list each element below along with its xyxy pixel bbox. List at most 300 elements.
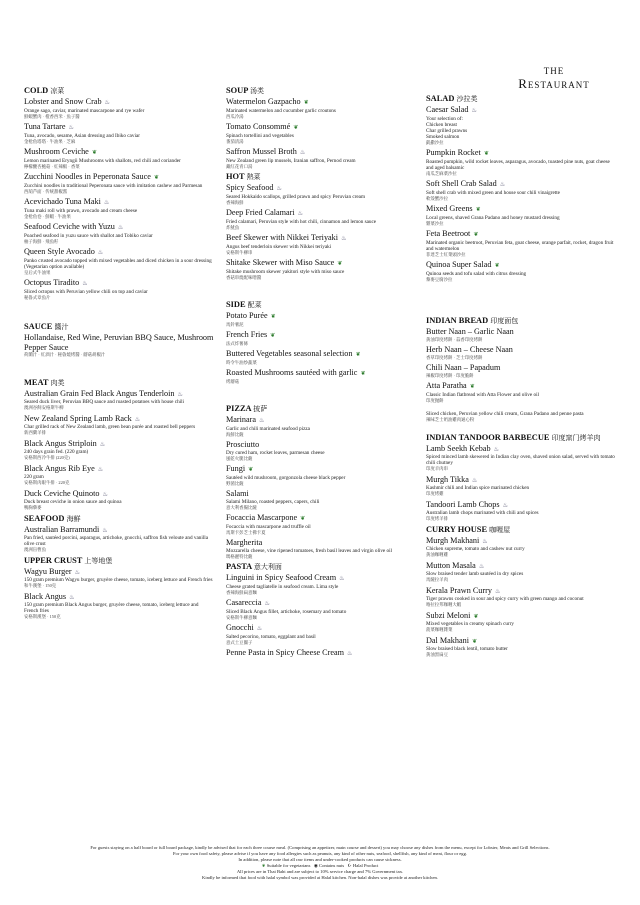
leaf-icon: ❦ xyxy=(153,174,159,181)
dish-name-zh: 辣味芝士奶油雞肉通心粉 xyxy=(426,417,475,422)
dish-name: New Zealand Spring Lamb Rack xyxy=(24,413,132,423)
menu-item xyxy=(226,208,416,230)
leaf-icon: ❦ xyxy=(293,124,299,131)
menu-item xyxy=(24,389,214,411)
dish-row xyxy=(24,222,214,233)
dish-row xyxy=(426,611,616,622)
dish-name: Linguini in Spicy Seafood Cream xyxy=(226,573,337,582)
dish-name: Roasted Mushrooms sautéed with garlic xyxy=(226,368,358,377)
dish-row xyxy=(426,179,616,190)
dish-description: Quinoa seeds and tofu salad with citrus dressing xyxy=(426,270,527,277)
chef-hat-icon: ♨ xyxy=(97,249,104,256)
dish-row xyxy=(24,414,214,425)
dish-name: Fungi xyxy=(226,464,246,473)
menu-item xyxy=(24,464,214,486)
dish-row xyxy=(24,147,214,158)
menu-item xyxy=(24,97,214,119)
dish-row xyxy=(426,260,616,271)
dish-row xyxy=(426,475,616,486)
dish-row xyxy=(426,229,616,240)
dish-name: Pumpkin Rocket xyxy=(426,148,481,157)
menu-item xyxy=(226,183,416,205)
leaf-icon: ❦ xyxy=(475,206,481,213)
dish-name-zh: 香辣海鮮扁意麵 xyxy=(226,589,257,595)
dish-row xyxy=(426,536,616,547)
dish-name: Buttered Vegetables seasonal selection xyxy=(226,349,353,358)
dish-name: Butter Naan – Garlic Naan xyxy=(426,327,514,336)
dish-row xyxy=(226,415,416,426)
menu-item xyxy=(24,592,214,620)
menu-item xyxy=(226,147,416,169)
dish-name: Chili Naan – Papadum xyxy=(426,363,501,372)
section-heading xyxy=(426,525,616,535)
dish-name-zh: 印度抛餅 xyxy=(426,397,444,403)
dish-name-zh: 野菌比薩 xyxy=(226,480,244,486)
chef-hat-icon: ♨ xyxy=(117,224,124,231)
dish-row xyxy=(24,464,214,475)
dish-row xyxy=(226,538,416,548)
dish-name: Wagyu Burger xyxy=(24,566,72,576)
dish-description: Sliced octopus with Peruvian yellow chili on top and caviar xyxy=(24,288,148,295)
chef-hat-icon: ♨ xyxy=(74,568,81,576)
menu-item xyxy=(24,247,214,275)
dish-name-zh: 香草印度烤餅 · 芝士印度烤餅 xyxy=(426,354,483,360)
dish-name: Margherita xyxy=(226,538,263,547)
dish-row xyxy=(426,327,616,337)
dish-name-zh: 秘魯式章魚片 xyxy=(24,294,51,300)
menu-item xyxy=(426,229,616,257)
dish-name-zh: 鮮蝦蟹肉 · 橙香西米 · 魚子醬 xyxy=(24,113,80,119)
dish-description: Spinach tortellini and vegetables xyxy=(226,132,294,139)
chef-hat-icon: ♨ xyxy=(264,600,270,607)
section-title: SIDE xyxy=(226,300,246,309)
dish-row xyxy=(426,561,616,572)
chef-hat-icon: ♨ xyxy=(82,280,88,287)
section-title-zh: 印度窯门烤羊肉 xyxy=(551,433,601,442)
dish-row xyxy=(226,598,416,609)
dish-description: Your selection of: xyxy=(426,115,463,122)
section-title-zh: 汤类 xyxy=(249,87,264,95)
section-title-zh: 沙拉类 xyxy=(456,95,478,103)
menu-section xyxy=(426,411,616,423)
dish-name-zh: 馬薩拉羊肉 xyxy=(426,577,448,582)
menu-item xyxy=(226,258,416,280)
dish-description: Roasted pumpkin, wild rocket leaves, asparagus, avocado, toasted pine nuts, goat cheese and aged balsamic xyxy=(426,158,610,171)
dish-name-zh: 法式炸薯條 xyxy=(226,340,248,346)
dish-row xyxy=(226,573,416,584)
dish-name-zh: 印度烤羊排 xyxy=(426,516,448,521)
section-title: INDIAN TANDOOR BARBECUE xyxy=(426,432,550,442)
menu-item xyxy=(426,444,616,472)
dish-name: Murgh Makhani xyxy=(426,535,480,545)
dish-row xyxy=(426,381,616,392)
dish-name: Deep Fried Calamari xyxy=(226,208,295,217)
dish-option: Smoked salmon xyxy=(426,133,460,140)
dish-row xyxy=(226,147,416,158)
dish-description: Focaccia with mascarpone and truffle oil xyxy=(226,523,311,530)
menu-item xyxy=(226,349,416,365)
dish-name: Murgh Tikka xyxy=(426,474,469,484)
dish-description: Tiger prawns cooked in sour and spicy curry with green mango and coconut xyxy=(426,596,584,602)
menu-item xyxy=(426,475,616,497)
menu-item xyxy=(226,311,416,327)
section-title-zh: 海鮮 xyxy=(66,514,81,523)
dish-description: Mixed vegetables in creamy spinach curry xyxy=(426,621,515,627)
dish-name-zh: 番茄清湯 xyxy=(226,138,244,144)
menu-section xyxy=(226,300,416,384)
leaf-icon: ❦ xyxy=(248,466,254,473)
section-title-zh: 上等地堡 xyxy=(84,556,113,565)
menu-item xyxy=(426,148,616,176)
leaf-icon: ❦ xyxy=(471,637,478,645)
chef-hat-icon: ♨ xyxy=(102,490,108,498)
menu-section xyxy=(226,562,416,659)
dish-name: Mushroom Ceviche xyxy=(24,147,89,156)
menu-item xyxy=(24,567,214,589)
leaf-icon: ❦ xyxy=(303,99,309,106)
dish-description: Salami Milano, roasted peppers, capers, chili xyxy=(226,498,320,505)
dish-name-zh: 黃油黑扁豆 xyxy=(426,652,448,657)
menu-item xyxy=(426,105,616,145)
menu-section xyxy=(426,433,616,522)
dish-description: Panko crusted avocado topped with mixed vegetables and diced chicken in a sour dressing xyxy=(24,257,212,264)
dish-row xyxy=(24,197,214,208)
menu-section xyxy=(426,525,616,658)
menu-item xyxy=(426,345,616,360)
dish-name: Saffron Mussel Broth xyxy=(226,147,297,156)
dish-row xyxy=(24,489,214,500)
chef-hat-icon: ♨ xyxy=(347,650,353,657)
menu-item xyxy=(226,97,416,119)
menu-item xyxy=(426,500,616,522)
dish-name-zh: 安格斯肉眼牛排 · 220克 xyxy=(24,480,70,485)
section-title-zh: 肉类 xyxy=(50,378,65,387)
menu-item xyxy=(226,573,416,595)
dish-name: Subzi Meloni xyxy=(426,610,471,620)
dish-name: Octopus Tiradito xyxy=(24,278,80,287)
menu-item xyxy=(226,623,416,645)
section-heading xyxy=(226,300,416,310)
dish-name-zh: 藜麥豆腐沙拉 xyxy=(426,276,453,282)
footer-allergy-note: For your own food safety, please advise if you have any food allergies such as peanuts, any kind of other nuts, seafood, shellfish, any kind of meat, flour or egg. xyxy=(172,851,468,856)
chef-hat-icon: ♨ xyxy=(276,185,282,192)
dish-row xyxy=(24,567,214,578)
dish-name: Acevichado Tuna Maki xyxy=(24,197,101,206)
dish-row xyxy=(24,389,214,400)
section-heading xyxy=(426,94,616,104)
menu-item xyxy=(226,464,416,486)
section-title-zh: 意大利面 xyxy=(253,563,282,571)
menu-column-middle xyxy=(226,86,416,662)
section-title: SAUCE xyxy=(24,322,53,331)
dish-description: Seared duck liver, Peruvian BBQ sauce and roasted potatoes with house chili xyxy=(24,399,184,405)
dish-name: Duck Ceviche Quinoto xyxy=(24,488,100,498)
section-heading xyxy=(226,404,416,414)
dish-name: Shitake Skewer with Miso Sauce xyxy=(226,258,335,267)
dish-row xyxy=(226,440,416,450)
section-heading xyxy=(426,433,616,443)
dish-description: Local greens, shaved Grana Padano and honey mustard dressing xyxy=(426,214,560,221)
logo-the: THE xyxy=(543,66,565,76)
dish-name-zh: 烤蘑菇 xyxy=(226,378,240,384)
footer-raw-note: In addition, please note that all raw items and under-cooked products can cause sickness. xyxy=(238,857,402,862)
dish-name: Queen Style Avocado xyxy=(24,247,95,256)
menu-footer xyxy=(30,845,610,881)
dish-name-zh: 黃油咖喱雞 xyxy=(426,552,448,557)
menu-item xyxy=(24,222,214,244)
dish-name: Caesar Salad xyxy=(426,105,469,114)
section-title: SEAFOOD xyxy=(24,513,65,523)
dish-description: Slow braised black lentil, tomato butter xyxy=(426,646,508,652)
dish-description: Duck breast ceviche in onion sauce and quinoa xyxy=(24,499,122,505)
legend-vegetarian: Suitable for vegetarians xyxy=(266,863,311,868)
dish-name: Penne Pasta in Spicy Cheese Cream xyxy=(226,648,345,657)
nuts-icon: ◉ xyxy=(313,863,318,868)
chef-hat-icon: ♨ xyxy=(471,107,477,114)
dish-row xyxy=(24,172,214,183)
menu-item xyxy=(24,414,214,436)
dish-description: Classic Indian flatbread with Atta Flower and olive oil xyxy=(426,391,539,398)
dish-name-zh: 印度羊肉串 xyxy=(426,466,448,471)
dish-name: Kerala Prawn Curry xyxy=(426,585,492,595)
dish-row xyxy=(24,592,214,603)
dish-description: Angus beef tenderloin skewer with Nikkei teriyaki xyxy=(226,243,332,250)
menu-item xyxy=(226,368,416,384)
menu-section xyxy=(24,378,214,511)
dish-name: Tandoori Lamb Chops xyxy=(426,499,500,509)
menu-item xyxy=(226,648,416,659)
dish-description: Garlic and chili marinated seafood pizza xyxy=(226,425,310,432)
dish-name: Gnocchi xyxy=(226,623,254,632)
dish-row xyxy=(24,122,214,133)
dish-description: Salted pecorino, tomato, eggplant and basil xyxy=(226,633,316,640)
section-title: UPPER CRUST xyxy=(24,555,83,565)
dish-name: Australian Grain Fed Black Angus Tenderloin xyxy=(24,388,175,398)
dish-name-zh: 和牛漢堡 · 150克 xyxy=(24,583,57,588)
dish-description: Mozzarella cheese, vine ripened tomatoes, fresh basil leaves and virgin olive oil xyxy=(226,547,392,554)
dish-name-zh: 風乾火腿比薩 xyxy=(226,455,253,461)
dish-description: Marinated watermelon and cucumber garlic croutons xyxy=(226,107,336,114)
dish-row xyxy=(226,623,416,634)
dish-name: Dal Makhani xyxy=(426,635,469,645)
leaf-icon: ❦ xyxy=(494,262,500,269)
chef-hat-icon: ♨ xyxy=(299,149,306,156)
dish-row xyxy=(226,311,416,322)
footer-halal-note: Kindly be informed that food with halal symbol was provided at Halal kitchen. Non-halal dishes was provide at another kitchen. xyxy=(202,875,438,880)
chef-hat-icon: ♨ xyxy=(256,625,263,632)
dish-description: 240 days grain fed. (220 gram) xyxy=(24,449,89,455)
dish-row xyxy=(226,489,416,499)
dish-name: Tomato Consommé xyxy=(226,122,291,131)
dish-name-zh: 金枪鱼卷 · 鮮蝦 · 牛油果 xyxy=(24,213,71,219)
menu-column-left xyxy=(24,86,214,623)
menu-item xyxy=(226,598,416,620)
dish-name-zh: 軟殼蟹沙拉 xyxy=(426,195,448,201)
dish-name: Lamb Seekh Kebab xyxy=(426,443,491,453)
dish-name-zh: 馬鈴薯泥 xyxy=(226,321,244,327)
dish-description: Kashmir chili and Indian spice marinated chicken xyxy=(426,485,530,491)
dish-row xyxy=(426,105,616,116)
dish-row xyxy=(226,183,416,194)
dish-row xyxy=(426,345,616,355)
dish-row xyxy=(24,333,214,352)
dish-name-zh: 金枪鱼塔塔 · 牛油果 · 芝麻 xyxy=(24,138,76,144)
dish-name: Soft Shell Crab Salad xyxy=(426,179,497,188)
dish-name-zh: 西葫芦面 · 传统甜椒酱 xyxy=(24,188,68,194)
legend-nuts: Contains nuts xyxy=(319,863,345,868)
menu-item xyxy=(426,611,616,633)
chef-hat-icon: ♨ xyxy=(499,181,506,188)
menu-item xyxy=(24,122,214,144)
leaf-icon: ❦ xyxy=(473,231,479,238)
section-heading xyxy=(226,172,416,182)
dish-row xyxy=(226,97,416,108)
leaf-icon: ❦ xyxy=(469,383,475,390)
vegetarian-icon: ❦ xyxy=(261,863,266,868)
dish-description: 220 gram xyxy=(24,474,44,480)
leaf-icon: ❦ xyxy=(483,150,489,157)
menu-item xyxy=(426,586,616,608)
menu-section xyxy=(24,86,214,300)
dish-name-zh: 檸檬醃杏鮑菇 · 紅辣椒 · 香菜 xyxy=(24,163,80,169)
dish-name-zh: 意式土豆團子 xyxy=(226,639,253,645)
section-title: HOT xyxy=(226,172,245,181)
menu-item xyxy=(426,260,616,282)
dish-name: Zucchini Noodles in Peperonata Sauce xyxy=(24,172,151,181)
dish-row xyxy=(226,258,416,269)
menu-section xyxy=(24,322,214,358)
dish-description: Cheese grated tagliatelle in seafood cream. Lima style xyxy=(226,583,339,590)
dish-name-zh: 凱撒沙拉 xyxy=(426,139,444,145)
restaurant-logo xyxy=(494,66,614,92)
menu-item xyxy=(426,636,616,658)
dish-row xyxy=(24,439,214,450)
menu-item xyxy=(24,489,214,511)
dish-row xyxy=(226,233,416,244)
dish-row xyxy=(226,122,416,133)
dish-row xyxy=(24,247,214,258)
dish-description: Seared Hokkaido scallops, grilled prawn and spicy Peruvian cream xyxy=(226,193,366,200)
chef-hat-icon: ♨ xyxy=(69,593,75,601)
dish-name: Spicy Seafood xyxy=(226,183,274,192)
dish-description: Orange sago, caviar, marinated mascarpone and rye wafer xyxy=(24,107,145,114)
dish-name: Focaccia Mascarpone xyxy=(226,513,298,522)
dish-row xyxy=(226,464,416,475)
dish-name-zh: 黃油印度烤餅 · 蒜香印度烤餅 xyxy=(426,336,483,342)
dish-description: 150 gram premium Wagyu burger, gruyère cheese, tomato, iceberg lettuce and French fries xyxy=(24,577,213,583)
dish-description: Sautéed wild mushroom, gorgonzola cheese black pepper xyxy=(226,474,346,481)
section-title-zh: 醬汁 xyxy=(54,323,69,331)
dish-row xyxy=(226,349,416,360)
dish-name: Mutton Masala xyxy=(426,560,476,570)
dish-name-zh: 辣椒印度烤餅 · 印度脆餅 xyxy=(426,372,474,378)
dish-description: Char grilled rack of New Zealand lamb, green bean purée and roasted bell peppers xyxy=(24,424,196,430)
dish-row xyxy=(426,204,616,215)
menu-section xyxy=(426,94,616,282)
dish-name: Atta Paratha xyxy=(426,381,467,390)
dish-name: Feta Beetroot xyxy=(426,229,471,238)
dish-name: Hollandaise, Red Wine, Peruvian BBQ Sauce, Mushroom Pepper Sauce xyxy=(24,333,214,352)
dish-name-zh: 香菇串燒配味噌醬 xyxy=(226,274,262,280)
section-title-zh: 咖喱屋 xyxy=(489,525,511,534)
leaf-icon: ❦ xyxy=(300,515,306,522)
chef-hat-icon: ♨ xyxy=(493,445,499,453)
menu-item xyxy=(24,197,214,219)
dish-row xyxy=(226,513,416,524)
section-heading xyxy=(24,322,214,332)
dish-description: 150 gram premium Black Angus burger, gruyère cheese, tomato, iceberg lettuce and French fries xyxy=(24,602,199,614)
menu-item xyxy=(226,513,416,535)
dish-name: Beef Skewer with Nikkei Teriyaki xyxy=(226,233,339,242)
dish-description: Chicken supreme, tomato and cashew nut curry xyxy=(426,546,525,552)
dish-note: (Vegetarian option available) xyxy=(24,263,85,270)
section-heading xyxy=(426,316,616,326)
dish-name: Salami xyxy=(226,489,249,498)
section-title: MEAT xyxy=(24,377,49,387)
dish-name: Herb Naan – Cheese Naan xyxy=(426,345,513,354)
leaf-icon: ❦ xyxy=(355,351,361,358)
menu-item xyxy=(226,440,416,461)
dish-row xyxy=(24,97,214,108)
section-title-zh: 印度面包 xyxy=(490,317,519,325)
menu-item xyxy=(426,381,616,403)
dish-description: Slow braised tender lamb sautéed in dry spices xyxy=(426,571,524,577)
dish-description: Lemon marinated Eryngii Mushrooms with shallots, red chili and coriander xyxy=(24,157,181,164)
dish-name: Lobster and Snow Crab xyxy=(24,97,102,106)
section-title-zh: 配菜 xyxy=(247,301,262,309)
dish-description: Tuna maki roll with prawn, avocado and cream cheese xyxy=(24,207,138,214)
dish-description: Zucchini noodles in traditional Peperonata sauce with imitation cashew and Parmesan xyxy=(24,182,203,189)
chef-hat-icon: ♨ xyxy=(259,417,265,424)
dish-name-zh: 西瓜冷湯 xyxy=(226,113,244,119)
dish-description: Australian lamb chops marinated with chili and spices xyxy=(426,510,539,516)
dish-option: Char grilled prawns xyxy=(426,127,468,134)
dish-name: French Fries xyxy=(226,330,268,339)
chef-hat-icon: ♨ xyxy=(99,440,106,448)
section-title: CURRY HOUSE xyxy=(426,524,488,534)
menu-section xyxy=(226,404,416,559)
dish-name-zh: 菠菜咖喱雜菜 xyxy=(426,627,453,632)
menu-item xyxy=(426,411,616,423)
chef-hat-icon: ♨ xyxy=(478,562,485,570)
dish-name-zh: 鴨胸藜麥 xyxy=(24,505,42,510)
chef-hat-icon: ♨ xyxy=(341,235,347,242)
menu-item xyxy=(226,538,416,559)
dish-name-zh: 安格斯牛柳串 xyxy=(226,249,253,255)
leaf-icon: ❦ xyxy=(270,313,276,320)
section-title-zh: 披萨 xyxy=(253,405,268,413)
menu-section xyxy=(426,316,616,403)
menu-item xyxy=(226,330,416,346)
chef-hat-icon: ♨ xyxy=(297,210,304,217)
section-heading xyxy=(24,514,214,524)
dish-name-zh: 安格斯牛柳意麵 xyxy=(226,614,257,620)
menu-section xyxy=(24,514,214,553)
leaf-icon: ❦ xyxy=(91,149,97,156)
dish-name: Casareccia xyxy=(226,598,262,607)
dish-name: Quinoa Super Salad xyxy=(426,260,492,269)
dish-description: Shitake mushroom skewer yakitori style with miso sauce xyxy=(226,268,345,275)
dish-name-zh: 炸魷魚 xyxy=(226,224,240,230)
menu-item xyxy=(24,333,214,358)
dish-name-zh: 印度烤雞 xyxy=(426,491,444,496)
dish-name-zh: 意大利香腸比薩 xyxy=(226,504,257,510)
chef-hat-icon: ♨ xyxy=(339,575,345,582)
menu-item xyxy=(426,536,616,558)
dish-name-zh: 南瓜芝麻菜沙拉 xyxy=(426,170,457,176)
section-title: PIZZA xyxy=(226,404,252,413)
menu-item xyxy=(426,561,616,583)
